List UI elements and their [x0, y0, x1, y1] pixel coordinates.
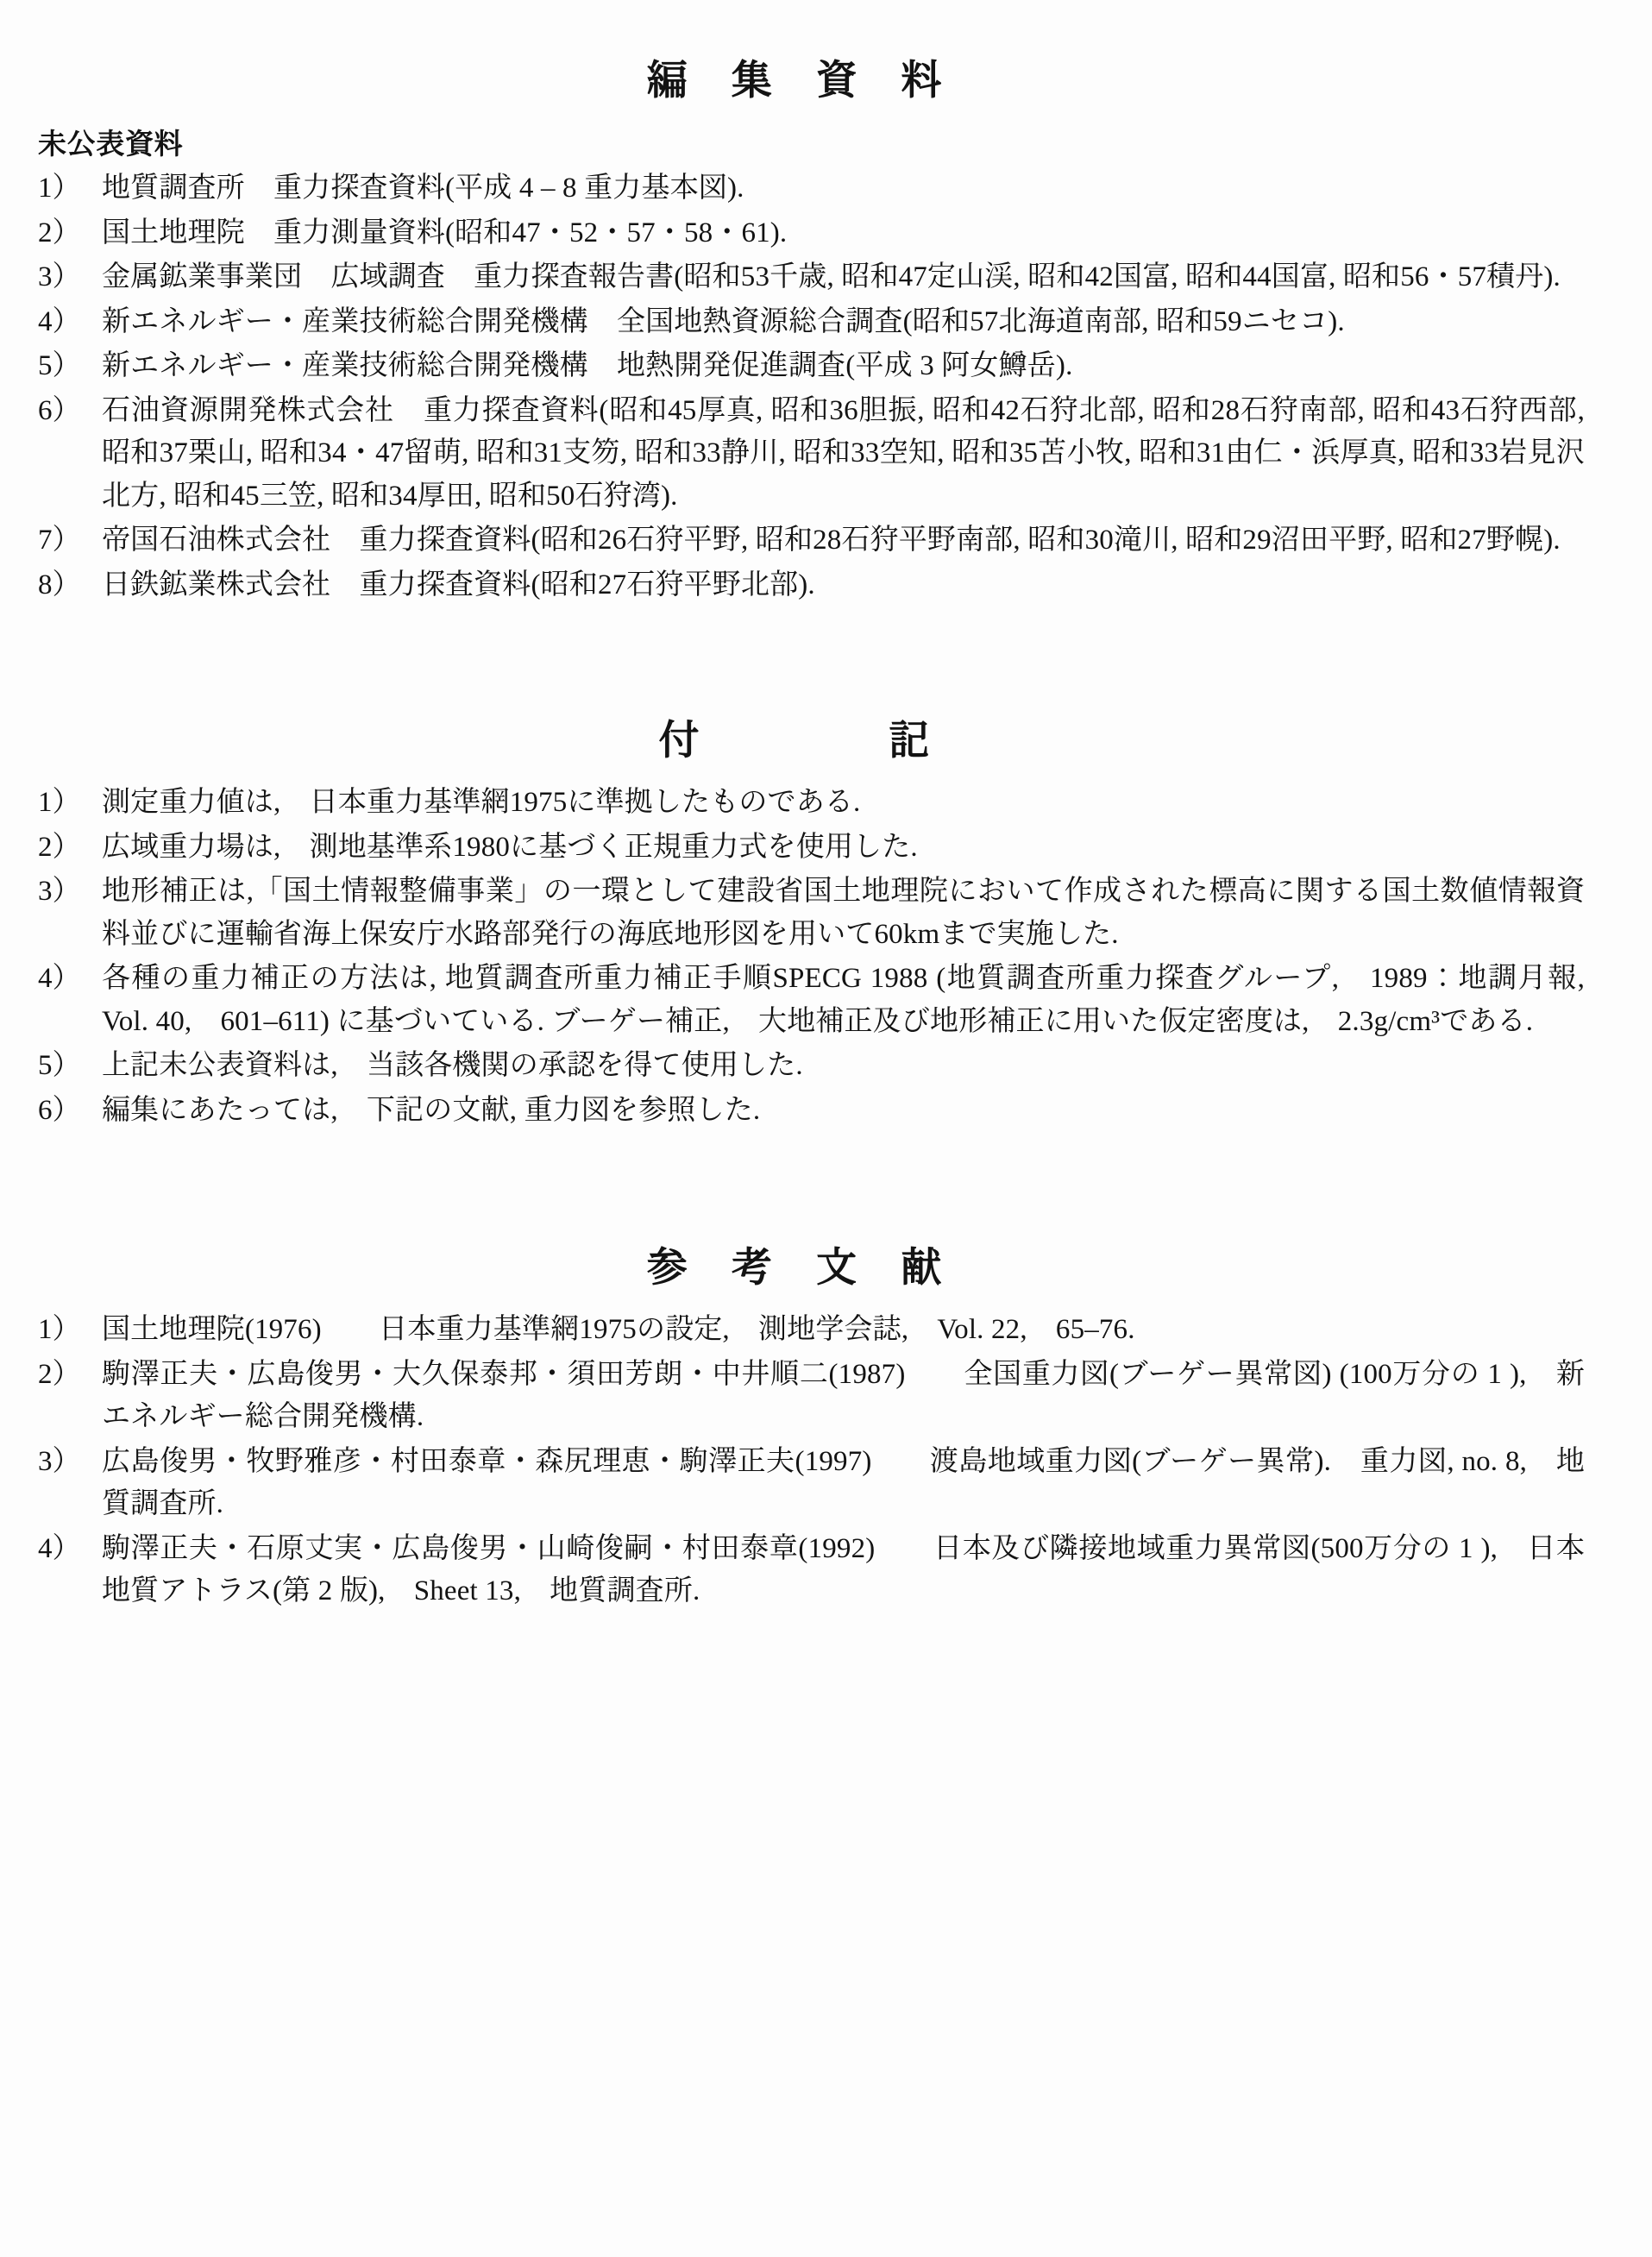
list-item-text: 編集にあたっては, 下記の文献, 重力図を参照した.	[102, 1094, 761, 1126]
list-item-text: 石油資源開発株式会社 重力探査資料(昭和45厚真, 昭和36胆振, 昭和42石狩北部, 昭和28石狩南部, 昭和43石狩西部, 昭和37栗山, 昭和34・47留萌, 昭和31支笏, 昭和33静川, 昭和33空知, 昭和35苫小牧, 昭和31由仁・浜厚真, 昭和33岩見沢北方, 昭和45三笠, 昭和34厚田, 昭和50石狩湾).	[102, 394, 1585, 512]
list-item	[38, 564, 1585, 607]
list-item	[38, 1045, 1585, 1088]
list-item-number: 4）	[38, 305, 81, 337]
list-item-text: 広島俊男・牧野雅彦・村田泰章・森尻理恵・駒澤正夫(1997) 渡島地域重力図(ブーゲー異常). 重力図, no. 8, 地質調査所.	[102, 1445, 1585, 1519]
list-item-number: 2）	[38, 1358, 81, 1390]
subsection-title-unpublished-materials: 未公表資料	[38, 129, 184, 160]
list-item	[38, 256, 1585, 299]
list-item	[38, 1309, 1585, 1352]
list-item	[38, 1528, 1585, 1613]
list-item	[38, 390, 1585, 519]
list-item-number: 3）	[38, 261, 81, 292]
list-item-text: 上記未公表資料は, 当該各機関の承認を得て使用した.	[102, 1050, 803, 1081]
list-item	[38, 958, 1614, 1043]
list-item-text: 地質調査所 重力探査資料(平成 4 – 8 重力基本図).	[102, 173, 744, 204]
list-item	[38, 167, 1585, 211]
list-item	[38, 1441, 1585, 1526]
list-item-text: 帝国石油株式会社 重力探査資料(昭和26石狩平野, 昭和28石狩平野南部, 昭和30滝川, 昭和29沼田平野, 昭和27野幌).	[102, 525, 1561, 556]
list-item-number: 2）	[38, 831, 81, 863]
list-item	[38, 212, 1585, 255]
list-item-number: 5）	[38, 1050, 81, 1081]
list-item	[38, 1354, 1585, 1439]
list-item-text: 駒澤正夫・広島俊男・大久保泰邦・須田芳朗・中井順二(1987) 全国重力図(ブーゲー異常図) (100万分の 1 ), 新エネルギー総合開発機構.	[102, 1358, 1585, 1432]
section-title-editorial-materials: 編 集 資 料	[646, 59, 959, 104]
list-item-number: 4）	[38, 963, 81, 994]
list-item-number: 6）	[38, 1094, 81, 1126]
list-item-text: 各種の重力補正の方法は, 地質調査所重力補正手順SPECG 1988 (地質調査所重力探査グループ, 1989：地調月報, Vol. 40, 601–611) に基づいている. ブーゲー補正, 大地補正及び地形補正に用いた仮定密度は, 2.3g/cm³である.	[102, 963, 1614, 1037]
list-item	[38, 345, 1585, 388]
list-item-text: 新エネルギー・産業技術総合開発機構 全国地熱資源総合調査(昭和57北海道南部, 昭和59ニセコ).	[102, 305, 1345, 337]
list-item-number: 7）	[38, 525, 81, 556]
list-item-number: 1）	[38, 173, 81, 204]
list-item	[38, 782, 1585, 825]
list-item	[38, 519, 1585, 563]
section-title-references: 参 考 文 献	[646, 1246, 959, 1291]
list-editorial-materials	[38, 167, 1585, 607]
list-item-number: 1）	[38, 787, 81, 818]
list-item-text: 駒澤正夫・石原丈実・広島俊男・山崎俊嗣・村田泰章(1992) 日本及び隣接地域重力異常図(500万分の 1 ), 日本地質アトラス(第 2 版), Sheet 13, 地質調査所.	[102, 1532, 1585, 1606]
list-item-text: 測定重力値は, 日本重力基準網1975に準拠したものである.	[102, 787, 861, 818]
list-item-number: 3）	[38, 876, 81, 907]
list-item-text: 新エネルギー・産業技術総合開発機構 地熱開発促進調査(平成 3 阿女鱒岳).	[102, 350, 1073, 381]
list-item	[38, 827, 1585, 870]
list-item-number: 5）	[38, 350, 81, 381]
list-item	[38, 871, 1585, 956]
list-item-number: 2）	[38, 217, 81, 248]
list-notes	[38, 782, 1614, 1132]
list-item-text: 国土地理院(1976) 日本重力基準網1975の設定, 測地学会誌, Vol. 22, 65–76.	[102, 1314, 1135, 1345]
list-item	[38, 301, 1585, 344]
section-title-notes: 付 記	[658, 719, 947, 764]
list-item-text: 金属鉱業事業団 広域調査 重力探査報告書(昭和53千歳, 昭和47定山渓, 昭和42国富, 昭和44国富, 昭和56・57積丹).	[102, 261, 1561, 292]
list-item-text: 広域重力場は, 測地基準系1980に基づく正規重力式を使用した.	[102, 831, 918, 863]
list-item-number: 4）	[38, 1532, 81, 1564]
list-item-number: 8）	[38, 569, 81, 600]
list-item	[38, 1090, 1585, 1133]
list-item-text: 国土地理院 重力測量資料(昭和47・52・57・58・61).	[102, 217, 788, 248]
list-item-number: 1）	[38, 1314, 81, 1345]
list-references	[38, 1309, 1585, 1613]
list-item-text: 地形補正は,「国土情報整備事業」の一環として建設省国土地理院において作成された標高に関する国土数値情報資料並びに運輸省海上保安庁水路部発行の海底地形図を用いて60kmまで実施した.	[102, 876, 1585, 950]
list-item-number: 6）	[38, 394, 81, 426]
list-item-text: 日鉄鉱業株式会社 重力探査資料(昭和27石狩平野北部).	[102, 569, 815, 600]
list-item-number: 3）	[38, 1445, 81, 1477]
